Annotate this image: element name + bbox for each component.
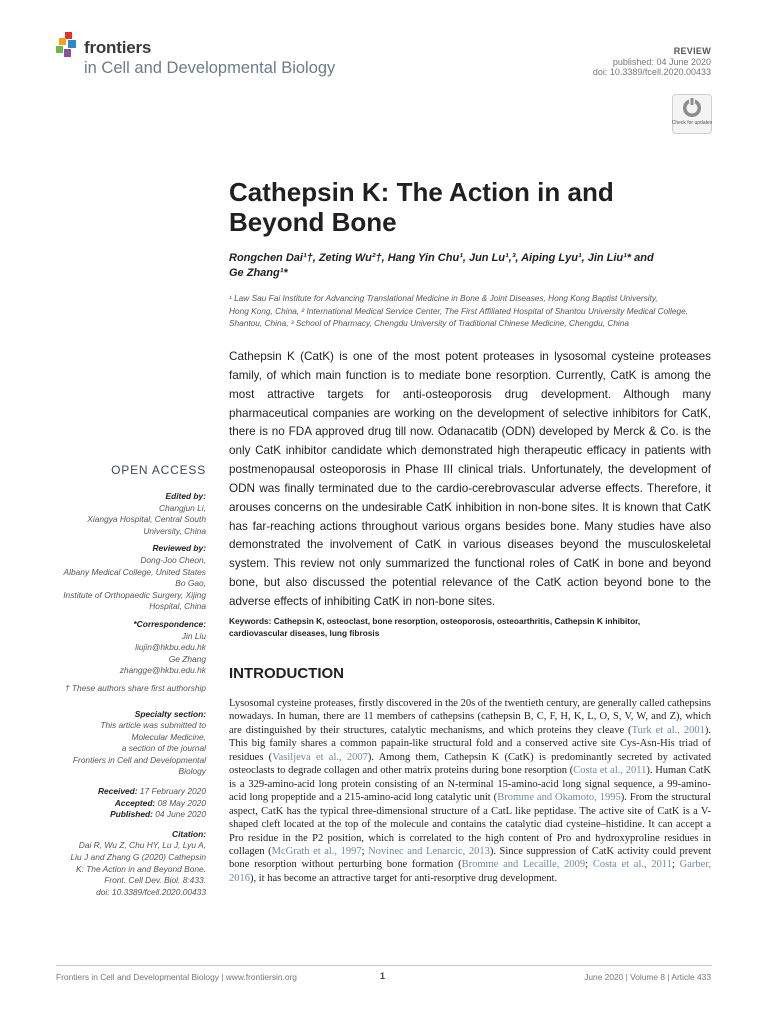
published-date-sidebar: [40, 809, 206, 821]
title-line: Beyond Bone: [229, 207, 397, 237]
abstract-text: Cathepsin K (CatK) is one of the most potent proteases in lysosomal cysteine proteases family, of which main function is to mediate bone resorption. Currently, CatK is among the most attractive targets for anti-osteoporosis drug development. Although many pharmaceutical companies are working on the development of selective inhibitors for CatK, there is no FDA approved drug till now. Odanacatib (ODN) developed by Merck & Co. is the only CatK inhibitor candidate which demonstrated high therapeutic efficacy in patients with postmenopausal osteoporosis in Phase III clinical trials. Unfortunately, the development of ODN was finally terminated due to the cardio-cerebrovascular adverse effects. Therefore, it arouses concerns on the undesirable CatK inhibition in non-bone sites. It is known that CatK has far-reaching actions throughout various organs besides bone. Many studies have also demonstrated the involvement of CatK in various diseases beyond the musculoskeletal system. This review not only summarized the functional roles of CatK in bone and beyond bone, but also discussed the potential relevance of the CatK action beyond bone to the adverse effects of inhibiting CatK in non-bone sites.: [229, 350, 711, 608]
published-label: Published:: [110, 809, 153, 820]
affiliations: [229, 292, 709, 330]
open-access-label: OPEN ACCESS: [111, 463, 206, 477]
intro-text: ). Among them, Cathepsin K (CatK) is predominantly secreted by activated osteoclasts to degrade collagen and other matrix proteins during bone resorption (: [229, 751, 712, 777]
authorship-note: † These authors share first authorship: [64, 682, 206, 693]
citation-link[interactable]: McGrath et al., 1997: [271, 845, 362, 857]
specialty-section-label: Specialty section:: [134, 708, 206, 719]
specialty-line: Molecular Medicine,: [131, 731, 206, 742]
journal-name: in Cell and Developmental Biology: [84, 59, 336, 77]
citation-line[interactable]: doi: 10.3389/fcell.2020.00433: [96, 886, 206, 897]
citation-link[interactable]: Turk et al., 2001: [631, 724, 705, 736]
title-line: Cathepsin K: The Action in and: [229, 177, 614, 207]
published-value: 04 June 2020: [155, 809, 206, 820]
citation-line: Front. Cell Dev. Biol. 8:433.: [104, 875, 206, 886]
check-for-updates-icon[interactable]: [672, 94, 712, 134]
specialty-line: This article was submitted to: [100, 720, 206, 731]
specialty-line: Biology: [178, 766, 206, 777]
intro-text: Lysosomal cysteine proteases, firstly discovered in the 20s of the twentieth century, are generally called cathepsins nowadays. In human, there are 11 members of cathepsins (cathepsin B, C, F, H, K, L, O, S, V, W, and Z), which are distinguished by their structures, catalytic mechanisms, and which proteins they cleave (: [229, 698, 711, 736]
editor-line: Xiangya Hospital, Central South: [87, 514, 206, 525]
keywords-line: Keywords: Cathepsin K, osteoclast, bone resorption, osteoporosis, osteoarthritis, Cathepsin K inhibitor,: [229, 616, 641, 626]
correspondence-name: Jin Liu: [181, 630, 206, 641]
page-number: 1: [380, 971, 386, 981]
intro-text: ;: [672, 859, 680, 871]
accepted-label: Accepted:: [114, 797, 156, 808]
authors-line: Rongchen Dai¹†, Zeting Wu²†, Hang Yin Chu¹, Jun Lu¹,³, Aiping Lyu¹, Jin Liu¹* and: [229, 252, 654, 264]
correspondence-email[interactable]: liujin@hkbu.edu.hk: [135, 642, 206, 653]
citation-line: Dai R, Wu Z, Chu HY, Lu J, Lyu A,: [78, 840, 206, 851]
reviewed-by-label: Reviewed by:: [152, 543, 206, 554]
citation-line: K: The Action in and Beyond Bone.: [75, 863, 206, 874]
affiliation-line: Shantou, China, ³ School of Pharmacy, Chengdu University of Traditional Chinese Medicine, Chengdu, China: [229, 318, 630, 328]
correspondence-label: *Correspondence:: [133, 618, 206, 629]
citation-link[interactable]: Bromme and Lecaille, 2009: [461, 859, 586, 871]
authors-line: Ge Zhang¹*: [229, 266, 288, 279]
citation-link[interactable]: Vasiljeva et al., 2007: [272, 751, 368, 763]
editor-line: University, China: [143, 525, 206, 536]
intro-text: ). This big family shares a common papain-like structural fold and a conserved active site Cys-Asn-His triad of residues (: [229, 724, 711, 763]
intro-text: ;: [585, 859, 593, 871]
received-value: 17 February 2020: [139, 786, 206, 797]
reviewer-line: Albany Medical College, United States: [63, 566, 206, 577]
intro-text: ). Since suppression of CatK activity could prevent bone resorption without perturbing bone formation (: [229, 845, 712, 871]
correspondence-name: Ge Zhang: [168, 653, 206, 664]
intro-text: ). Human CatK is a 329-amino-acid long protein consisting of an N-terminal 15-amino-acid long signal sequence, a 99-amino-acid long propeptide and a 215-amino-acid long catalytic unit (: [229, 765, 711, 804]
specialty-line: Frontiers in Cell and Developmental: [72, 754, 206, 765]
received-label: Received:: [97, 786, 138, 797]
brand-name: frontiers: [84, 38, 152, 57]
footer-divider: [56, 965, 712, 966]
citation-label: Citation:: [172, 828, 206, 839]
citation-link[interactable]: Bromme and Okamoto, 1995: [497, 792, 621, 804]
article-info-sidebar: [40, 491, 206, 898]
accepted-value: 08 May 2020: [157, 797, 206, 808]
edited-by-label: Edited by:: [165, 491, 206, 501]
intro-text: ;: [361, 845, 369, 857]
specialty-line: a section of the journal: [121, 743, 206, 754]
article-title: [229, 177, 689, 237]
footer-issue: June 2020 | Volume 8 | Article 433: [584, 972, 711, 982]
author-list: [229, 251, 699, 280]
footer-journal[interactable]: Frontiers in Cell and Developmental Biology | www.frontiersin.org: [56, 972, 297, 982]
reviewer-line: Institute of Orthopaedic Surgery, Xijing: [63, 589, 206, 600]
keywords: [229, 616, 711, 639]
check-badge-label: Check for updates: [672, 120, 712, 126]
correspondence-email[interactable]: zhangge@hkbu.edu.hk: [119, 665, 206, 676]
section-heading-introduction: INTRODUCTION: [229, 665, 344, 682]
citation-link[interactable]: Garber, 2016: [229, 859, 712, 884]
citation-link[interactable]: Costa et al., 2011: [573, 765, 647, 777]
article-doi[interactable]: doi: 10.3389/fcell.2020.00433: [592, 67, 711, 77]
introduction-paragraph: [229, 697, 711, 885]
frontiers-logo-icon: [56, 32, 80, 58]
reviewer-line: Bo Gao,: [175, 578, 206, 589]
keywords-line: cardiovascular diseases, lung fibrosis: [229, 627, 380, 638]
article-type: REVIEW: [673, 46, 711, 56]
published-date: published: 04 June 2020: [612, 56, 711, 67]
received-date: [40, 786, 206, 798]
intro-text: ), it has become an attractive target for anti-resorptive drug development.: [250, 872, 558, 884]
intro-text: ). From the structural aspect, CatK has the typical three-dimensional structure of a CatL like peptidase. The active site of CatK is a V-shaped cleft located at the top of the molecule and contains the catalytic diad cysteine–histidine. It can accept a Pro residue in the P2 position, which is correlated to the high content of Pro and hydroxyproline residues in collagen (: [229, 792, 711, 857]
affiliation-line: ¹ Law Sau Fai Institute for Advancing Translational Medicine in Bone & Joint Diseases, Hong Kong Baptist University,: [229, 293, 658, 303]
reviewer-line: Dong-Joo Cheon,: [140, 554, 206, 565]
reviewer-line: Hospital, China: [149, 601, 206, 612]
article-meta: [593, 46, 711, 78]
citation-link[interactable]: Novinec and Lenarcic, 2013: [368, 845, 490, 857]
citation-link[interactable]: Costa et al., 2011: [592, 859, 672, 871]
affiliation-line: Hong Kong, China, ² International Medical Service Center, The First Affiliated Hospital of Shantou University Medical College,: [229, 305, 689, 316]
editor-line: Changjun Li,: [158, 502, 206, 513]
citation-line: Liu J and Zhang G (2020) Cathepsin: [70, 852, 206, 863]
accepted-date: [40, 798, 206, 810]
